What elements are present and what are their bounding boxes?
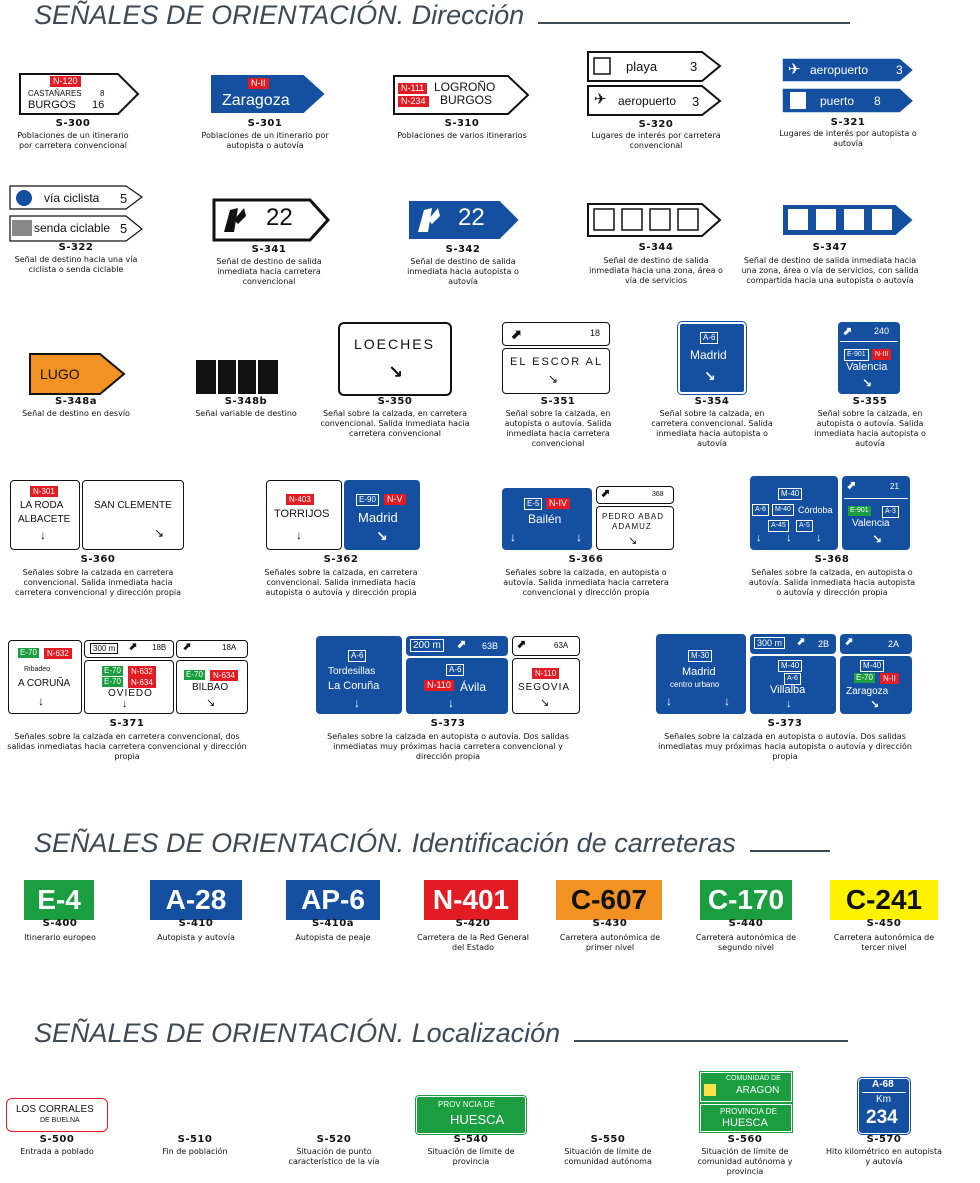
s366-road1: E-5 <box>524 498 542 510</box>
heading-direccion <box>34 0 850 31</box>
airplane-icon: ✈ <box>594 91 607 108</box>
s373b-r1: M-30 <box>688 650 712 662</box>
sign-s342 <box>398 196 528 292</box>
sign-s450 <box>828 878 940 958</box>
sign-s347 <box>740 202 920 296</box>
s371-d1: Ribadeo <box>24 666 51 673</box>
s373b-down-arrow-2-icon: ↓ <box>724 694 730 708</box>
sign-s322 <box>6 184 146 284</box>
s371-r5: E-70 <box>104 677 121 686</box>
s320-desc: Lugares de interés por carretera convencional <box>591 131 721 150</box>
sign-s348a <box>14 352 138 422</box>
s420-desc: Carretera de la Red General del Estado <box>417 933 529 952</box>
s410-code: S-410 <box>178 918 214 929</box>
s373a-d2: La Coruña <box>328 680 380 692</box>
sign-s520 <box>286 1134 382 1174</box>
s540-code: S-540 <box>453 1134 489 1145</box>
s570-code: S-570 <box>866 1134 902 1145</box>
s350-dest: LOECHES <box>354 336 435 352</box>
s400-desc: Itinerario europeo <box>24 933 96 942</box>
s371-r1: E-70 <box>20 648 37 657</box>
s570-road: A-68 <box>872 1079 894 1090</box>
s550-code: S-550 <box>590 1134 626 1145</box>
s360-code: S-360 <box>80 554 116 565</box>
s540-l2: HUESCA <box>450 1112 505 1127</box>
s348b-code: S-348b <box>224 396 268 407</box>
sign-s366 <box>496 484 676 602</box>
s366-exit-icon: ⬈ <box>600 486 611 500</box>
s362-road1: N-403 <box>286 494 314 505</box>
s371-r2: N-632 <box>44 648 72 659</box>
s310-dest1: LOGROÑO <box>434 80 496 94</box>
s368-r1: M-40 <box>778 488 802 500</box>
s322-dest1: vía ciclista <box>44 191 100 205</box>
s348b-desc: Señal variable de destino <box>195 409 297 418</box>
s450-code: S-450 <box>866 918 902 929</box>
sign-s430 <box>550 878 670 958</box>
s371-d3: OVIEDO <box>108 688 153 699</box>
sign-s310 <box>392 70 532 160</box>
s300-dest1: CASTAÑARES <box>28 89 82 98</box>
s366-dest2: PEDRO ABAD <box>602 512 665 521</box>
s371-desc: Señales sobre la calzada en carretera convencional, dos salidas inmediatas hacia carretera convencional y dirección propia <box>7 732 247 761</box>
s560-l4: HUESCA <box>722 1117 768 1129</box>
sign-s360 <box>6 478 190 602</box>
s371-down-arrow-icon: ↓ <box>38 694 44 708</box>
s373a-n1: 63B <box>482 641 499 651</box>
heading-identificacion <box>34 828 830 859</box>
sign-s440 <box>690 878 802 958</box>
s373a-d3: Ávila <box>460 680 487 694</box>
s371-arrow-icon: ↘ <box>206 697 216 709</box>
s368-down-arrow-2-icon: ↓ <box>786 532 792 544</box>
s520-code: S-520 <box>316 1134 352 1145</box>
s355-exit-icon: ⬈ <box>842 324 853 338</box>
sign-s560 <box>690 1070 800 1180</box>
s430-label: C-607 <box>556 880 662 920</box>
s410a-desc: Autopista de peaje <box>295 933 371 942</box>
s320-dest2: aeropuerto <box>618 94 677 108</box>
s320-km1: 3 <box>690 59 698 74</box>
s570-num: 234 <box>866 1107 898 1128</box>
s371-n1: 18B <box>152 643 167 652</box>
s400-label: E-4 <box>24 880 94 920</box>
sign-s550 <box>560 1134 656 1174</box>
s322-desc: Señal de destino hacia una vía ciclista o senda ciclable <box>14 255 138 274</box>
heading-direccion-text: SEÑALES DE ORIENTACIÓN. Dirección <box>34 0 525 30</box>
s371-exit1-icon: ⬈ <box>128 641 138 653</box>
s362-code: S-362 <box>323 554 359 565</box>
s321-airplane-icon: ✈ <box>788 61 801 78</box>
s560-emblem-icon <box>704 1084 716 1096</box>
sign-s540 <box>408 1094 534 1164</box>
s310-road2: N-234 <box>398 96 429 107</box>
s371-d4: BILBAO <box>192 682 229 693</box>
s371-r7: E-70 <box>186 670 203 679</box>
sign-s355 <box>800 322 940 448</box>
s373a-r4: N-110 <box>532 668 559 679</box>
s354-dest: Madrid <box>690 348 727 362</box>
s410a-label: AP-6 <box>286 880 380 920</box>
s355-dest: Valencia <box>846 361 888 373</box>
s368-exit-icon: ⬈ <box>846 478 857 492</box>
s341-desc: Señal de destino de salida inmediata hacia carretera convencional <box>216 257 322 286</box>
s348a-desc: Señal de destino en desvío <box>22 409 130 418</box>
s368-code: S-368 <box>814 554 850 565</box>
s373b-r6: N-II <box>880 673 899 684</box>
s371-d2: A CORUÑA <box>18 678 71 689</box>
sign-s420 <box>412 878 534 958</box>
s366-dest1: Bailén <box>528 512 562 526</box>
heading-localizacion <box>34 1018 848 1049</box>
s373b-exit1-icon: ⬈ <box>796 636 806 648</box>
s300-road-tag: N-120 <box>50 76 81 87</box>
s322-code: S-322 <box>58 242 94 253</box>
sign-s320 <box>586 50 726 160</box>
s344-services-sign <box>586 202 726 238</box>
s362-desc: Señales sobre la calzada, en carretera convencional. Salida inmediata hacia autopista o autovía y dirección propia <box>264 568 418 597</box>
s354-arrow-icon: ↘ <box>704 368 716 384</box>
s366-code: S-366 <box>568 554 604 565</box>
s371-code: S-371 <box>109 718 145 729</box>
s420-label: N-401 <box>424 880 518 920</box>
sign-s321 <box>778 56 918 156</box>
s400-code: S-400 <box>42 918 78 929</box>
s371-exit2-icon: ⬈ <box>182 641 192 653</box>
s350-panel <box>338 322 452 396</box>
s355-code: S-355 <box>852 396 888 407</box>
s320-dest1: playa <box>626 59 658 74</box>
s368-num: 21 <box>890 482 899 491</box>
s355-desc: Señal sobre la calzada, en autopista o autovía. Salida inmediata hacia autopista o autovía <box>814 409 926 448</box>
s510-code: S-510 <box>177 1134 213 1145</box>
s322-km2: 5 <box>120 221 128 236</box>
s350-desc: Señal sobre la calzada, en carretera convencional. Salida inmediata hacia carretera convencional <box>320 409 470 438</box>
s373a-d4: SEGOVIA <box>518 682 571 693</box>
sign-s351 <box>488 322 628 448</box>
s368-r2: A-6 <box>752 504 769 516</box>
s360-panel2 <box>82 480 184 550</box>
s560-code: S-560 <box>727 1134 763 1145</box>
s351-code: S-351 <box>540 396 576 407</box>
s368-r4: A-45 <box>768 520 789 532</box>
sign-s368 <box>748 474 916 602</box>
s300-desc: Poblaciones de un itinerario por carretera convencional <box>17 131 129 150</box>
s373b-arrow-icon: ↘ <box>870 699 880 711</box>
s360-down-arrow-icon: ↓ <box>40 528 46 542</box>
s350-arrow-icon: ↘ <box>388 362 404 382</box>
sign-s350 <box>320 320 470 442</box>
s310-dest2: BURGOS <box>440 93 493 107</box>
s373b-d4: Zaragoza <box>846 686 889 697</box>
s500-desc: Entrada a poblado <box>20 1147 94 1156</box>
s355-road2: N-III <box>872 349 891 360</box>
s366-down-arrow-left-icon: ↓ <box>510 530 516 544</box>
sign-s344 <box>586 202 726 296</box>
s347-code: S-347 <box>812 242 848 253</box>
s373b-r2: M-40 <box>778 660 802 672</box>
s373a-r1: A-6 <box>348 650 366 662</box>
s560-desc: Situación de límite de comunidad autónoma y provincia <box>697 1147 793 1176</box>
s360-dest1: LA RODA <box>20 500 64 511</box>
sign-s373b <box>654 632 916 766</box>
s301-road-tag: N-II <box>248 78 269 89</box>
s371-n2: 18A <box>222 643 237 652</box>
sign-s300 <box>10 70 136 160</box>
s320-code: S-320 <box>638 119 674 130</box>
s300-km2: 16 <box>92 99 105 111</box>
s341-code: S-341 <box>251 244 287 255</box>
s310-desc: Poblaciones de varios itinerarios <box>397 131 527 140</box>
s366-num: 368 <box>652 491 664 498</box>
s373a-arrow-icon: ↘ <box>540 697 550 709</box>
s410a-code: S-410a <box>312 918 354 929</box>
s373b-d1: Madrid <box>682 666 716 678</box>
s354-desc: Señal sobre la calzada, en carretera convencional. Salida inmediata hacia autopista o autovía <box>651 409 773 448</box>
sign-s510 <box>150 1134 240 1174</box>
s351-dest: EL ESCOR AL <box>510 356 604 368</box>
s350-code: S-350 <box>377 396 413 407</box>
s347-desc: Señal de destino de salida inmediata hacia una zona, área o vía de servicios, con salida compartida hacia una autopista o autovía <box>741 256 919 285</box>
s355-road1: E-901 <box>844 349 869 361</box>
s360-arrow-icon: ↘ <box>154 526 165 540</box>
s362-road3: N-V <box>384 494 406 505</box>
s362-arrow-icon: ↘ <box>376 528 388 544</box>
s368-dest1: Córdoba <box>798 505 833 515</box>
sign-s410 <box>150 878 242 958</box>
s510-desc: Fin de población <box>162 1147 228 1156</box>
s373b-r4: M-40 <box>860 660 884 672</box>
s366-road2: N-IV <box>546 498 570 509</box>
s360-dest2: ALBACETE <box>18 514 71 525</box>
s373b-n2: 2A <box>888 639 900 649</box>
s321-dest1: aeropuerto <box>810 63 869 77</box>
s540-desc: Situación de límite de provincia <box>427 1147 515 1166</box>
s351-exit-icon: ⬈ <box>510 326 522 342</box>
s373a-down-arrow-icon: ↓ <box>354 696 360 710</box>
s366-dest3: ADAMUZ <box>612 522 652 531</box>
s500-dest1: LOS CORRALES <box>16 1104 94 1115</box>
s373b-n1: 2B <box>818 639 830 649</box>
s440-label: C-170 <box>700 880 792 920</box>
s347-services-sign <box>780 202 920 238</box>
s440-desc: Carretera autonómica de segundo nivel <box>695 933 797 952</box>
s440-code: S-440 <box>728 918 764 929</box>
s362-dest2: Madrid <box>358 510 398 525</box>
s351-arrow-icon: ↘ <box>548 372 559 386</box>
s362-road2: E-90 <box>356 494 379 506</box>
s373b-d2: centro urbano <box>670 680 720 689</box>
s373a-code: S-373 <box>430 718 466 729</box>
s342-num: 22 <box>458 204 485 231</box>
s368-desc: Señales sobre la calzada, en autopista o autovía. Salida inmediata hacia autopista o autovía y dirección propia <box>748 568 916 597</box>
s360-road: N-301 <box>30 486 58 497</box>
s373a-exit2-icon: ⬈ <box>516 637 527 651</box>
s355-arrow-icon: ↘ <box>862 376 873 390</box>
s368-down-arrow-3-icon: ↓ <box>816 532 822 544</box>
s310-code: S-310 <box>444 118 480 129</box>
s368-r6: E-901 <box>850 507 869 514</box>
s321-dest2: puerto <box>820 94 855 108</box>
s321-km2: 8 <box>874 94 881 108</box>
s348a-code: S-348a <box>55 396 97 407</box>
s368-down-arrow-1-icon: ↓ <box>756 532 762 544</box>
sign-s500 <box>4 1096 110 1166</box>
sign-s354 <box>642 322 782 448</box>
s420-code: S-420 <box>455 918 491 929</box>
s373a-r2: A-6 <box>446 664 464 676</box>
s570-desc: Hito kilométrico en autopista y autovía <box>825 1147 943 1166</box>
s344-desc: Señal de destino de salida inmediata hacia una zona, área o vía de servicios <box>589 256 723 285</box>
s410-label: A-28 <box>150 880 242 920</box>
s373a-dist: 200 m <box>410 639 444 652</box>
s368-r3: M-40 <box>772 504 794 516</box>
s300-dest2: BURGOS <box>28 99 76 111</box>
s366-down-arrow-right-icon: ↓ <box>576 530 582 544</box>
s373a-d1: Tordesillas <box>328 666 376 677</box>
sign-s362 <box>260 478 422 602</box>
s322-dest2: senda ciclable <box>34 221 111 235</box>
s373b-r3: A-6 <box>784 673 801 685</box>
s500-code: S-500 <box>39 1134 75 1145</box>
s300-code: S-300 <box>55 118 91 129</box>
s366-desc: Señales sobre la calzada, en autopista o autovía. Salida inmediata hacia carretera convencional y dirección propia <box>503 568 669 597</box>
s570-unit: Km <box>876 1094 891 1105</box>
heading-localizacion-text: SEÑALES DE ORIENTACIÓN. Localización <box>34 1018 561 1048</box>
s321-km1: 3 <box>896 63 903 77</box>
s366-arrow-icon: ↘ <box>628 535 638 547</box>
s351-desc: Señal sobre la calzada, en autopista o autovía. Salida inmediata hacia carretera convencional <box>504 409 612 448</box>
s362-dest1: TORRIJOS <box>274 508 330 520</box>
sign-s373a <box>314 634 582 766</box>
sign-s400 <box>14 878 106 958</box>
s301-dest: Zaragoza <box>222 92 290 109</box>
s362-down-arrow-icon: ↓ <box>296 528 302 542</box>
s550-desc: Situación de límite de comunidad autónoma <box>564 1147 652 1166</box>
s373b-dist: 300 m <box>754 637 785 649</box>
s430-code: S-430 <box>592 918 628 929</box>
s310-road1: N-111 <box>398 83 427 94</box>
s560-l1: COMUNIDAD DE <box>726 1075 781 1082</box>
sign-s410a <box>286 878 380 958</box>
s371-r3: E-70 <box>104 666 121 675</box>
s371-dist: 300 m <box>90 643 118 654</box>
s373b-down-arrow-1-icon: ↓ <box>666 694 672 708</box>
s368-arrow-icon: ↘ <box>872 532 883 546</box>
s373b-exit2-icon: ⬈ <box>844 636 854 648</box>
s321-code: S-321 <box>830 117 866 128</box>
s373b-r5: E-70 <box>856 673 873 682</box>
s373a-exit1-icon: ⬈ <box>456 637 467 651</box>
s373a-r3: N-110 <box>424 680 454 691</box>
s540-l1: PROV NCIA DE <box>438 1100 495 1109</box>
s368-r7: A-3 <box>882 506 899 518</box>
sign-s570 <box>824 1076 944 1176</box>
s371-r6: N-634 <box>128 677 156 688</box>
s360-dest3: SAN CLEMENTE <box>94 500 172 511</box>
s360-desc: Señales sobre la calzada en carretera convencional. Salida inmediata hacia carretera convencional y dirección propia <box>14 568 182 597</box>
s430-desc: Carretera autonómica de primer nivel <box>559 933 661 952</box>
s351-dest-panel <box>502 348 610 394</box>
s351-num: 18 <box>590 328 601 338</box>
s341-num: 22 <box>266 204 293 231</box>
s373b-desc: Señales sobre la calzada en autopista o autovía. Dos salidas inmediatas muy próximas hacia autopista o autovía y dirección propia <box>658 732 912 761</box>
sign-s371 <box>4 638 250 766</box>
s344-code: S-344 <box>638 242 674 253</box>
s301-desc: Poblaciones de un itinerario por autopista o autovía <box>201 131 329 150</box>
s322-km1: 5 <box>120 191 128 206</box>
s500-dest2: DE BUELNA <box>40 1117 80 1124</box>
s371-down-arrow2-icon: ↓ <box>122 698 128 710</box>
s348a-dest: LUGO <box>40 366 80 382</box>
sign-s348b <box>176 352 316 422</box>
s354-road: A-6 <box>700 332 718 344</box>
s373a-down-arrow2-icon: ↓ <box>448 696 454 710</box>
s410-desc: Autopista y autovía <box>157 933 235 942</box>
s520-desc: Situación de punto característico de la vía <box>288 1147 380 1166</box>
s450-label: C-241 <box>830 880 938 920</box>
s355-num: 240 <box>874 326 890 336</box>
s342-code: S-342 <box>445 244 481 255</box>
s560-l3: PROVINCIA DE <box>720 1107 777 1116</box>
s300-km1: 8 <box>100 89 105 98</box>
s373b-down-arrow-3-icon: ↓ <box>786 698 792 710</box>
s450-desc: Carretera autonómica de tercer nivel <box>833 933 935 952</box>
heading-identificacion-text: SEÑALES DE ORIENTACIÓN. Identificación de carreteras <box>34 828 736 858</box>
s373a-n2: 63A <box>554 641 569 650</box>
sign-s301 <box>200 70 330 160</box>
s368-dest2: Valencia <box>852 518 890 529</box>
s321-desc: Lugares de interés por autopista o autovía <box>779 129 917 148</box>
s373b-code: S-373 <box>767 718 803 729</box>
s342-desc: Señal de destino de salida inmediata hacia autopista o autovía <box>407 257 519 286</box>
s301-code: S-301 <box>247 118 283 129</box>
s371-r8: N-634 <box>210 670 238 681</box>
s368-r5: A-5 <box>796 520 813 532</box>
s354-code: S-354 <box>694 396 730 407</box>
s373b-d3: Villalba <box>770 684 806 696</box>
s373a-desc: Señales sobre la calzada en autopista o autovía. Dos salidas inmediatas muy próximas hacia carretera convencional y dirección propia <box>327 732 569 761</box>
s320-km2: 3 <box>692 94 700 109</box>
s560-l2: ARAGON <box>736 1085 780 1096</box>
s371-r4: N-632 <box>128 666 156 677</box>
sign-s341 <box>204 196 334 292</box>
